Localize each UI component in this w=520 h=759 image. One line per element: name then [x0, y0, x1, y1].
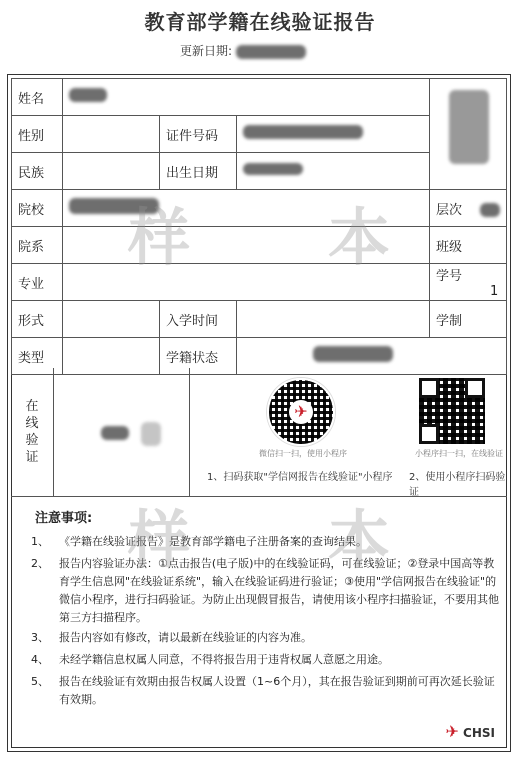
class-label: 班级 — [436, 239, 463, 255]
report-title: 教育部学籍在线验证报告 — [144, 10, 376, 34]
chsi-logo — [445, 722, 495, 741]
gender-label: 性别 — [12, 116, 63, 153]
enroll-time-label: 入学时间 — [160, 301, 237, 338]
type-label: 类型 — [12, 338, 63, 375]
birth-date-value — [237, 153, 430, 190]
redacted-date — [236, 45, 306, 59]
watermark: 样 — [128, 503, 191, 576]
form-value — [63, 301, 160, 338]
student-photo — [441, 84, 499, 166]
notes-heading: 注意事项: — [35, 511, 93, 526]
enroll-time-value — [237, 301, 430, 338]
qr-verify-area — [189, 368, 507, 496]
ethnicity-label: 民族 — [12, 153, 63, 190]
online-verify-section — [11, 368, 507, 496]
chsi-logo-icon: ✈ — [289, 400, 313, 424]
notes-section: 注意事项: 1、 《学籍在线验证报告》是教育部学籍电子注册备案的查询结果。 2、 报告内容验证办法：①点击报告(电子版)中的在线验证码，可在线验证；②登录中国高等教育学生信息网"在线验证系统"，输入在线验证码进行验证；③使用"学信网报告在线验证"的微信小程序，进行扫码验证。为防止出现假冒报告，请使用该小程序扫描验证，不要用其他第三方扫描程序。 3、 报告内容如有修改，请以最新在线验证的内容为准。 4、 未经学籍信息权属人同意，不得将报告用于违背权属人意愿之用途。 5、 报告在线验证有效期由报告权属人设置（1~6个月），其在报告验证到期前可再次延长验证有效期。 ✈ CHSI — [11, 496, 507, 749]
id-number-label: 证件号码 — [160, 116, 237, 153]
school-label: 院校 — [12, 190, 63, 227]
name-value — [63, 79, 430, 116]
student-no-tail: 1 — [490, 284, 499, 299]
update-date — [180, 42, 306, 59]
form-label: 形式 — [12, 301, 63, 338]
class-cell — [430, 227, 507, 264]
step-2-text: 2、使用小程序扫码验证 — [409, 472, 506, 498]
wechat-caption: 微信扫一扫，使用小程序 — [259, 449, 347, 458]
level-label: 层次 — [436, 202, 463, 218]
ethnicity-value — [63, 153, 160, 190]
watermark: 本 — [328, 503, 391, 576]
student-info-table — [11, 78, 507, 375]
verify-code-cell[interactable] — [53, 368, 190, 496]
name-label: 姓名 — [12, 79, 63, 116]
duration-cell — [430, 301, 507, 338]
verify-label — [11, 368, 54, 496]
verify-label-char: 验 — [25, 433, 39, 448]
step-1-text: 1、扫码获取"学信网报告在线验证"小程序 — [207, 472, 393, 483]
status-label: 学籍状态 — [160, 338, 237, 375]
major-label: 专业 — [12, 264, 63, 301]
id-number-value — [237, 116, 430, 153]
watermark: 本 — [328, 201, 391, 274]
birth-date-label: 出生日期 — [160, 153, 237, 190]
student-no-cell — [430, 264, 507, 301]
wechat-mini-program-code[interactable] — [267, 378, 335, 446]
gender-value — [63, 116, 160, 153]
department-label: 院系 — [12, 227, 63, 264]
verify-label-char: 在 — [25, 399, 39, 414]
update-date-label: 更新日期: — [180, 44, 233, 58]
chsi-logo-text: CHSI — [463, 726, 495, 740]
verify-label-char: 证 — [25, 450, 39, 465]
mini-caption: 小程序扫一扫，在线验证 — [415, 449, 503, 458]
level-cell — [430, 190, 507, 227]
watermark: 样 — [128, 201, 191, 274]
verify-label-char: 线 — [25, 416, 39, 431]
duration-label: 学制 — [436, 313, 463, 329]
mini-qr-code[interactable] — [419, 378, 485, 444]
student-no-label: 学号 — [436, 269, 463, 284]
chsi-bird-icon: ✈ — [445, 722, 459, 741]
